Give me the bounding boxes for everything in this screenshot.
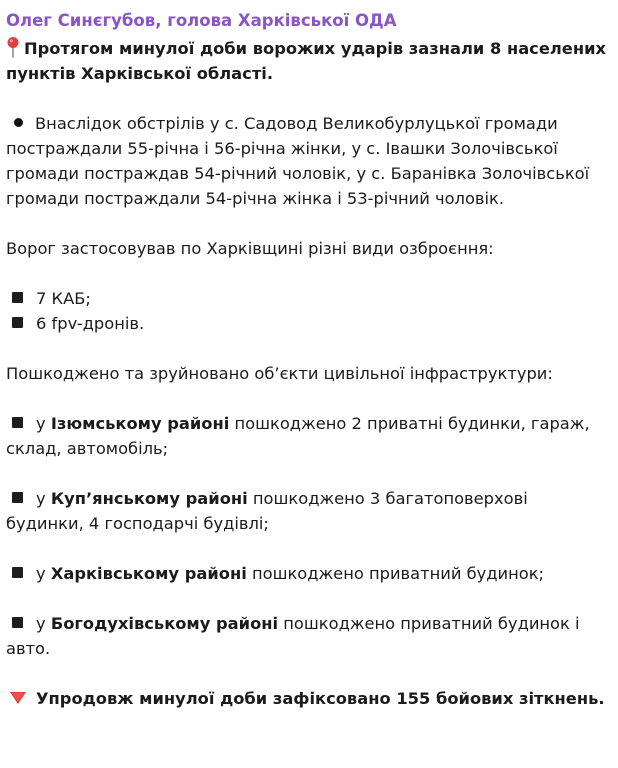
spacer bbox=[6, 386, 610, 411]
spacer bbox=[6, 86, 610, 111]
weapons-list-item bbox=[6, 311, 610, 336]
spacer bbox=[6, 261, 610, 286]
spacer bbox=[6, 661, 610, 686]
damage-text: пошкоджено 2 приватні будинки, гараж, склад, автомобіль; bbox=[6, 414, 590, 458]
red-triangle-down-icon bbox=[9, 691, 27, 705]
damage-list-item bbox=[6, 611, 610, 661]
damage-intro: Пошкоджено та зруйновано об’єкти цивільної інфраструктури: bbox=[6, 364, 553, 383]
casualties-paragraph bbox=[6, 111, 610, 211]
final-text: Упродовж минулої доби зафіксовано 155 бойових зіткнень. bbox=[36, 689, 605, 708]
damage-prefix: у bbox=[36, 489, 51, 508]
round-pushpin-icon bbox=[6, 36, 20, 58]
damage-prefix: у bbox=[36, 414, 51, 433]
district-name: Богодухівському районі bbox=[50, 614, 279, 633]
sender-name[interactable]: Олег Синєгубов, голова Харківської ОДА bbox=[6, 11, 397, 30]
district-name: Ізюмському районі bbox=[50, 414, 230, 433]
damage-list-item bbox=[6, 561, 610, 586]
damage-text: пошкоджено приватний будинок і авто. bbox=[6, 614, 580, 658]
black-small-square-icon bbox=[12, 492, 23, 503]
weapons-list-item bbox=[6, 286, 610, 311]
black-small-square-icon bbox=[12, 292, 23, 303]
damage-prefix: у bbox=[36, 614, 51, 633]
final-summary bbox=[6, 686, 610, 711]
spacer bbox=[6, 461, 610, 486]
black-small-square-icon bbox=[12, 417, 23, 428]
black-small-square-icon bbox=[12, 617, 23, 628]
black-circle-icon bbox=[14, 118, 23, 127]
district-name: Куп’янському районі bbox=[50, 489, 248, 508]
district-name: Харківському районі bbox=[50, 564, 247, 583]
weapons-intro: Ворог застосовував по Харківщині різні види озброєння: bbox=[6, 239, 494, 258]
spacer bbox=[6, 211, 610, 236]
black-small-square-icon bbox=[12, 567, 23, 578]
damage-prefix: у bbox=[36, 564, 51, 583]
weapons-item-text: 7 КАБ; bbox=[36, 289, 91, 308]
weapons-item-text: 6 fpv-дронів. bbox=[36, 314, 145, 333]
casualties-text: Внаслідок обстрілів у с. Садовод Великобурлуцької громади постраждали 55-річна і 56-річна жінки, у с. Івашки Золочівської громади постраждав 54-річний чоловік, у с. Баранівка Золочівської громади постраждали 54-річна жінка і 53-річний чоловік. bbox=[6, 114, 590, 208]
damage-text: пошкоджено 3 багатоповерхові будинки, 4 господарчі будівлі; bbox=[6, 489, 528, 533]
damage-list-item bbox=[6, 486, 610, 536]
black-small-square-icon bbox=[12, 317, 23, 328]
damage-text: пошкоджено приватний будинок; bbox=[246, 564, 545, 583]
damage-list-item bbox=[6, 411, 610, 461]
spacer bbox=[6, 586, 610, 611]
headline-text: Протягом минулої доби ворожих ударів зазнали 8 населених пунктів Харківської області. bbox=[6, 39, 606, 83]
spacer bbox=[6, 336, 610, 361]
spacer bbox=[6, 536, 610, 561]
headline bbox=[6, 36, 610, 86]
